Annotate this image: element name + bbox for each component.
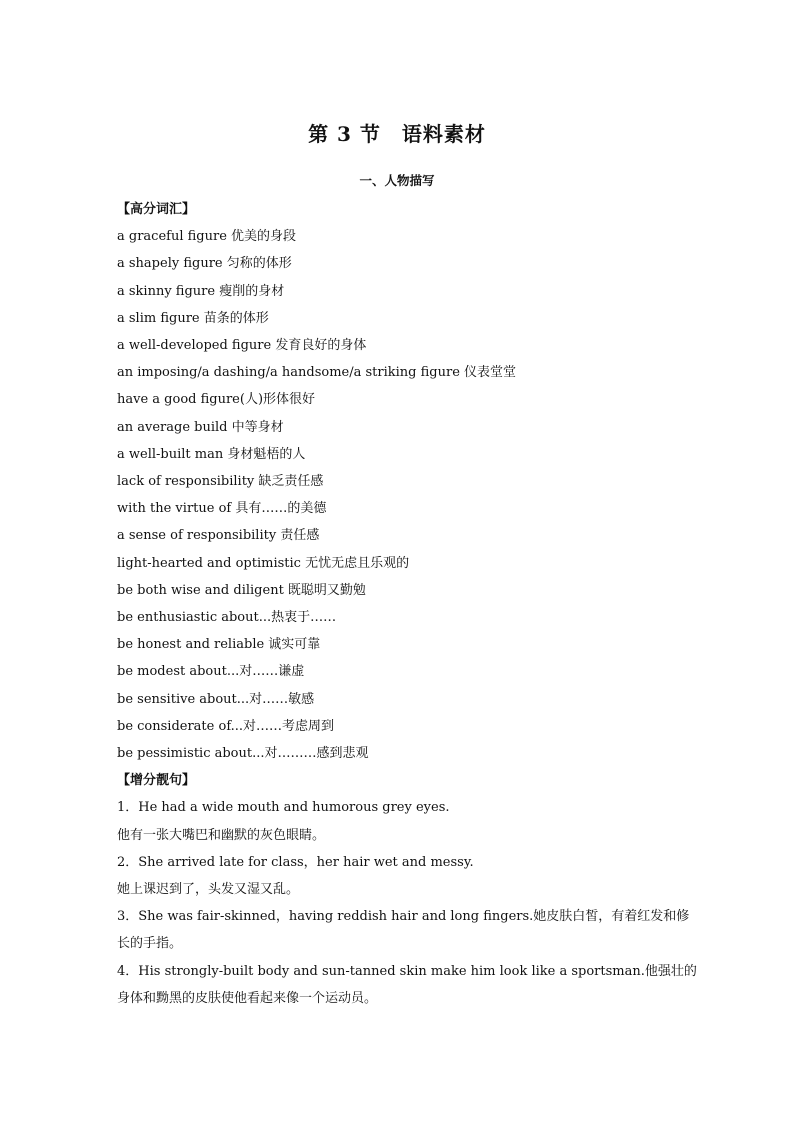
- vocab-item: lack of responsibility 缺乏责任感: [117, 474, 324, 490]
- page-title: 第 3 节 语料素材: [308, 122, 486, 146]
- sentence-bilingual: 4．His strongly-built body and sun-tanned skin make him look like a sportsman.他强壮的身体和黝黑的皮肤使他看起来像一个运动员。: [117, 963, 697, 1006]
- vocab-item: a slim figure 苗条的体形: [117, 310, 269, 326]
- vocab-item: be both wise and diligent 既聪明又勤勉: [117, 582, 366, 598]
- vocab-item: have a good figure(人)形体很好: [117, 392, 316, 408]
- sentences-heading: 【增分靓句】: [117, 773, 196, 789]
- vocab-item: an average build 中等身材: [117, 419, 284, 435]
- sentence-bilingual: 3．She was fair-skinned，having reddish hair and long fingers.她皮肤白皙，有着红发和修长的手指。: [117, 909, 690, 952]
- vocab-item: be modest about...对……谦虚: [117, 664, 305, 680]
- vocab-heading: 【高分词汇】: [117, 202, 196, 217]
- vocab-item: a sense of responsibility 责任感: [117, 528, 320, 544]
- sentence-english: 2．She arrived late for class，her hair wet and messy.: [117, 854, 474, 870]
- sentence-chinese: 他有一张大嘴巴和幽默的灰色眼睛。: [117, 827, 326, 843]
- document-body: [117, 196, 697, 1012]
- vocab-item: a well-built man 身材魁梧的人: [117, 446, 306, 462]
- vocab-item: with the virtue of 具有……的美德: [117, 501, 327, 517]
- vocab-item: be enthusiastic about...热衷于……: [117, 610, 337, 626]
- vocab-item: a well-developed figure 发育良好的身体: [117, 338, 367, 354]
- vocab-item: be pessimistic about...对………感到悲观: [117, 746, 369, 762]
- vocab-item: be honest and reliable 诚实可靠: [117, 637, 321, 653]
- section-heading: 一、人物描写: [359, 173, 435, 188]
- vocab-item: a shapely figure 匀称的体形: [117, 256, 292, 272]
- vocab-item: be considerate of...对……考虑周到: [117, 718, 335, 734]
- sentence-chinese: 她上课迟到了，头发又湿又乱。: [117, 882, 300, 898]
- vocab-item: a graceful figure 优美的身段: [117, 229, 297, 245]
- vocab-item: a skinny figure 瘦削的身材: [117, 283, 285, 299]
- vocab-item: be sensitive about...对……敏感: [117, 691, 315, 707]
- vocab-item: light-hearted and optimistic 无忧无虑且乐观的: [117, 555, 410, 571]
- sentence-english: 1．He had a wide mouth and humorous grey eyes.: [117, 800, 450, 816]
- vocab-item: an imposing/a dashing/a handsome/a striking figure 仪表堂堂: [117, 365, 517, 381]
